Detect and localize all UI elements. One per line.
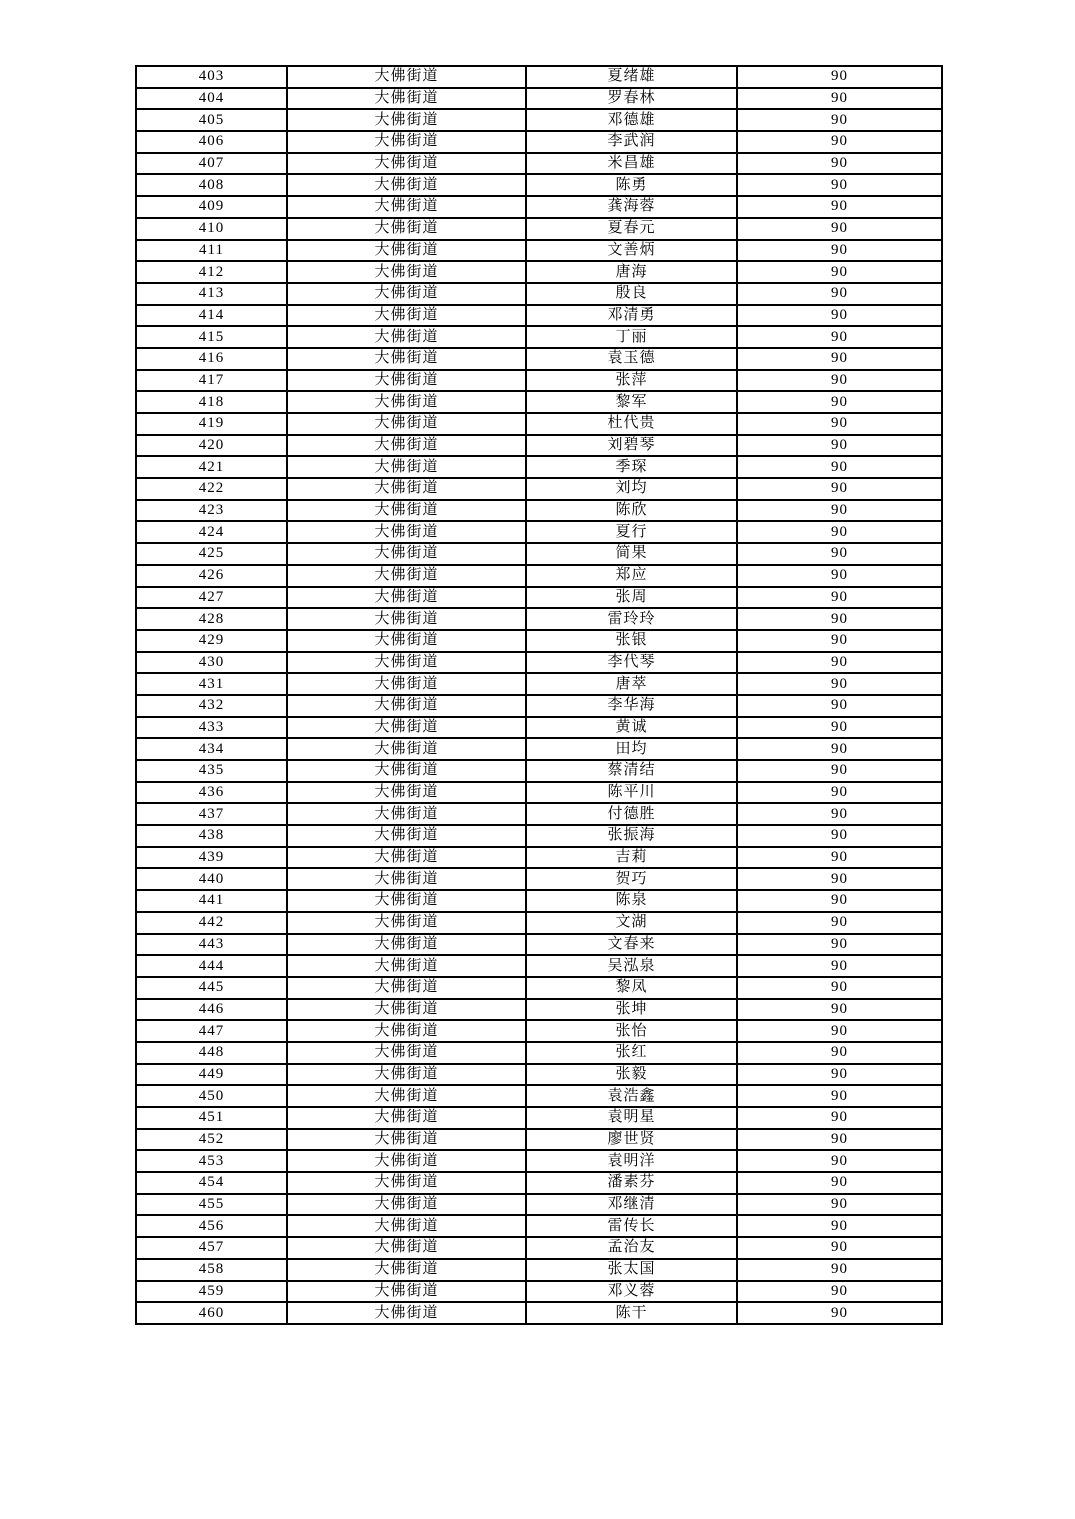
street-cell: 大佛街道 (287, 608, 526, 630)
score-cell: 90 (737, 825, 942, 847)
street-cell: 大佛街道 (287, 912, 526, 934)
score-cell: 90 (737, 847, 942, 869)
row-number-cell: 413 (136, 283, 287, 305)
row-number-cell: 428 (136, 608, 287, 630)
table-row (136, 977, 942, 999)
table-row (136, 326, 942, 348)
name-cell: 季琛 (526, 456, 737, 478)
score-cell: 90 (737, 543, 942, 565)
street-cell: 大佛街道 (287, 977, 526, 999)
row-number-cell: 438 (136, 825, 287, 847)
table-row (136, 695, 942, 717)
table-row (136, 500, 942, 522)
score-cell: 90 (737, 521, 942, 543)
table-row (136, 1085, 942, 1107)
row-number-cell: 418 (136, 391, 287, 413)
score-cell: 90 (737, 88, 942, 110)
name-cell: 袁玉德 (526, 348, 737, 370)
name-cell: 贺巧 (526, 868, 737, 890)
name-cell: 邓德雄 (526, 109, 737, 131)
score-cell: 90 (737, 1215, 942, 1237)
score-cell: 90 (737, 803, 942, 825)
row-number-cell: 433 (136, 717, 287, 739)
name-cell: 郑应 (526, 565, 737, 587)
name-cell: 袁明洋 (526, 1150, 737, 1172)
table-row (136, 587, 942, 609)
score-cell: 90 (737, 934, 942, 956)
street-cell: 大佛街道 (287, 413, 526, 435)
score-cell: 90 (737, 131, 942, 153)
street-cell: 大佛街道 (287, 934, 526, 956)
table-row (136, 847, 942, 869)
table-row (136, 999, 942, 1021)
street-cell: 大佛街道 (287, 1107, 526, 1129)
score-cell: 90 (737, 1020, 942, 1042)
row-number-cell: 411 (136, 240, 287, 262)
table-row (136, 1129, 942, 1151)
row-number-cell: 432 (136, 695, 287, 717)
name-cell: 吴泓泉 (526, 955, 737, 977)
row-number-cell: 425 (136, 543, 287, 565)
row-number-cell: 442 (136, 912, 287, 934)
name-cell: 张银 (526, 630, 737, 652)
name-cell: 张萍 (526, 370, 737, 392)
street-cell: 大佛街道 (287, 521, 526, 543)
street-cell: 大佛街道 (287, 782, 526, 804)
name-cell: 邓义蓉 (526, 1281, 737, 1303)
table-row (136, 630, 942, 652)
table-row (136, 1020, 942, 1042)
street-cell: 大佛街道 (287, 1042, 526, 1064)
street-cell: 大佛街道 (287, 695, 526, 717)
name-cell: 黄诚 (526, 717, 737, 739)
street-cell: 大佛街道 (287, 109, 526, 131)
score-cell: 90 (737, 782, 942, 804)
score-cell: 90 (737, 1064, 942, 1086)
score-cell: 90 (737, 153, 942, 175)
score-cell: 90 (737, 738, 942, 760)
table-row (136, 782, 942, 804)
name-cell: 黎军 (526, 391, 737, 413)
table-row (136, 1259, 942, 1281)
score-cell: 90 (737, 955, 942, 977)
name-cell: 蔡清结 (526, 760, 737, 782)
table-row (136, 1064, 942, 1086)
name-cell: 简果 (526, 543, 737, 565)
name-cell: 张红 (526, 1042, 737, 1064)
row-number-cell: 443 (136, 934, 287, 956)
street-cell: 大佛街道 (287, 478, 526, 500)
row-number-cell: 449 (136, 1064, 287, 1086)
table-row (136, 456, 942, 478)
street-cell: 大佛街道 (287, 196, 526, 218)
row-number-cell: 415 (136, 326, 287, 348)
street-cell: 大佛街道 (287, 456, 526, 478)
score-cell: 90 (737, 1281, 942, 1303)
street-cell: 大佛街道 (287, 803, 526, 825)
row-number-cell: 426 (136, 565, 287, 587)
table-row (136, 1172, 942, 1194)
row-number-cell: 450 (136, 1085, 287, 1107)
table-row (136, 1281, 942, 1303)
name-cell: 廖世贤 (526, 1129, 737, 1151)
name-cell: 龚海蓉 (526, 196, 737, 218)
score-cell: 90 (737, 1129, 942, 1151)
table-row (136, 608, 942, 630)
score-cell: 90 (737, 977, 942, 999)
table-row (136, 955, 942, 977)
roster-table (135, 65, 943, 1325)
street-cell: 大佛街道 (287, 500, 526, 522)
street-cell: 大佛街道 (287, 868, 526, 890)
name-cell: 张太国 (526, 1259, 737, 1281)
name-cell: 袁明星 (526, 1107, 737, 1129)
table-row (136, 218, 942, 240)
street-cell: 大佛街道 (287, 543, 526, 565)
street-cell: 大佛街道 (287, 1085, 526, 1107)
name-cell: 李武润 (526, 131, 737, 153)
street-cell: 大佛街道 (287, 153, 526, 175)
street-cell: 大佛街道 (287, 825, 526, 847)
table-row (136, 1302, 942, 1324)
score-cell: 90 (737, 196, 942, 218)
street-cell: 大佛街道 (287, 890, 526, 912)
table-row (136, 305, 942, 327)
row-number-cell: 414 (136, 305, 287, 327)
row-number-cell: 420 (136, 435, 287, 457)
table-row (136, 413, 942, 435)
score-cell: 90 (737, 1085, 942, 1107)
table-row (136, 370, 942, 392)
score-cell: 90 (737, 1237, 942, 1259)
score-cell: 90 (737, 478, 942, 500)
table-row (136, 868, 942, 890)
name-cell: 雷传长 (526, 1215, 737, 1237)
score-cell: 90 (737, 456, 942, 478)
score-cell: 90 (737, 912, 942, 934)
name-cell: 陈平川 (526, 782, 737, 804)
table-row (136, 174, 942, 196)
table-row (136, 196, 942, 218)
table-row (136, 1237, 942, 1259)
row-number-cell: 448 (136, 1042, 287, 1064)
name-cell: 黎凤 (526, 977, 737, 999)
table-row (136, 109, 942, 131)
score-cell: 90 (737, 1107, 942, 1129)
street-cell: 大佛街道 (287, 673, 526, 695)
street-cell: 大佛街道 (287, 717, 526, 739)
row-number-cell: 453 (136, 1150, 287, 1172)
score-cell: 90 (737, 261, 942, 283)
score-cell: 90 (737, 1042, 942, 1064)
row-number-cell: 436 (136, 782, 287, 804)
name-cell: 丁丽 (526, 326, 737, 348)
name-cell: 张振海 (526, 825, 737, 847)
street-cell: 大佛街道 (287, 630, 526, 652)
table-row (136, 131, 942, 153)
street-cell: 大佛街道 (287, 1302, 526, 1324)
table-row (136, 652, 942, 674)
row-number-cell: 410 (136, 218, 287, 240)
table-row (136, 66, 942, 88)
name-cell: 张毅 (526, 1064, 737, 1086)
name-cell: 雷玲玲 (526, 608, 737, 630)
score-cell: 90 (737, 760, 942, 782)
row-number-cell: 446 (136, 999, 287, 1021)
name-cell: 夏行 (526, 521, 737, 543)
score-cell: 90 (737, 868, 942, 890)
name-cell: 夏春元 (526, 218, 737, 240)
row-number-cell: 445 (136, 977, 287, 999)
table-row (136, 391, 942, 413)
row-number-cell: 460 (136, 1302, 287, 1324)
street-cell: 大佛街道 (287, 1215, 526, 1237)
score-cell: 90 (737, 305, 942, 327)
score-cell: 90 (737, 890, 942, 912)
score-cell: 90 (737, 673, 942, 695)
table-row (136, 478, 942, 500)
score-cell: 90 (737, 413, 942, 435)
street-cell: 大佛街道 (287, 1172, 526, 1194)
table-row (136, 738, 942, 760)
table-row (136, 1042, 942, 1064)
street-cell: 大佛街道 (287, 1259, 526, 1281)
row-number-cell: 458 (136, 1259, 287, 1281)
score-cell: 90 (737, 283, 942, 305)
name-cell: 刘均 (526, 478, 737, 500)
street-cell: 大佛街道 (287, 738, 526, 760)
row-number-cell: 409 (136, 196, 287, 218)
score-cell: 90 (737, 630, 942, 652)
score-cell: 90 (737, 348, 942, 370)
row-number-cell: 424 (136, 521, 287, 543)
name-cell: 田均 (526, 738, 737, 760)
name-cell: 袁浩鑫 (526, 1085, 737, 1107)
table-row (136, 521, 942, 543)
score-cell: 90 (737, 587, 942, 609)
row-number-cell: 403 (136, 66, 287, 88)
name-cell: 付德胜 (526, 803, 737, 825)
street-cell: 大佛街道 (287, 652, 526, 674)
name-cell: 邓继清 (526, 1194, 737, 1216)
street-cell: 大佛街道 (287, 66, 526, 88)
row-number-cell: 405 (136, 109, 287, 131)
name-cell: 李华海 (526, 695, 737, 717)
row-number-cell: 441 (136, 890, 287, 912)
row-number-cell: 440 (136, 868, 287, 890)
name-cell: 殷良 (526, 283, 737, 305)
score-cell: 90 (737, 391, 942, 413)
name-cell: 张坤 (526, 999, 737, 1021)
row-number-cell: 407 (136, 153, 287, 175)
row-number-cell: 431 (136, 673, 287, 695)
score-cell: 90 (737, 608, 942, 630)
table-row (136, 88, 942, 110)
street-cell: 大佛街道 (287, 587, 526, 609)
row-number-cell: 457 (136, 1237, 287, 1259)
row-number-cell: 404 (136, 88, 287, 110)
table-row (136, 240, 942, 262)
street-cell: 大佛街道 (287, 1064, 526, 1086)
name-cell: 潘素芬 (526, 1172, 737, 1194)
table-row (136, 153, 942, 175)
row-number-cell: 435 (136, 760, 287, 782)
name-cell: 邓清勇 (526, 305, 737, 327)
row-number-cell: 455 (136, 1194, 287, 1216)
name-cell: 陈干 (526, 1302, 737, 1324)
score-cell: 90 (737, 1194, 942, 1216)
row-number-cell: 447 (136, 1020, 287, 1042)
name-cell: 罗春林 (526, 88, 737, 110)
table-row (136, 565, 942, 587)
name-cell: 李代琴 (526, 652, 737, 674)
row-number-cell: 423 (136, 500, 287, 522)
street-cell: 大佛街道 (287, 1150, 526, 1172)
name-cell: 杜代贵 (526, 413, 737, 435)
street-cell: 大佛街道 (287, 240, 526, 262)
street-cell: 大佛街道 (287, 955, 526, 977)
name-cell: 孟治友 (526, 1237, 737, 1259)
row-number-cell: 412 (136, 261, 287, 283)
street-cell: 大佛街道 (287, 174, 526, 196)
roster-table-body (136, 66, 942, 1324)
name-cell: 文善炳 (526, 240, 737, 262)
table-row (136, 717, 942, 739)
score-cell: 90 (737, 999, 942, 1021)
name-cell: 陈泉 (526, 890, 737, 912)
row-number-cell: 406 (136, 131, 287, 153)
street-cell: 大佛街道 (287, 88, 526, 110)
name-cell: 张周 (526, 587, 737, 609)
street-cell: 大佛街道 (287, 218, 526, 240)
row-number-cell: 429 (136, 630, 287, 652)
row-number-cell: 451 (136, 1107, 287, 1129)
table-row (136, 348, 942, 370)
name-cell: 陈勇 (526, 174, 737, 196)
table-row (136, 890, 942, 912)
name-cell: 米昌雄 (526, 153, 737, 175)
name-cell: 文湖 (526, 912, 737, 934)
name-cell: 陈欣 (526, 500, 737, 522)
table-row (136, 543, 942, 565)
street-cell: 大佛街道 (287, 1129, 526, 1151)
table-row (136, 283, 942, 305)
score-cell: 90 (737, 370, 942, 392)
score-cell: 90 (737, 1302, 942, 1324)
row-number-cell: 416 (136, 348, 287, 370)
street-cell: 大佛街道 (287, 1281, 526, 1303)
street-cell: 大佛街道 (287, 305, 526, 327)
street-cell: 大佛街道 (287, 348, 526, 370)
row-number-cell: 419 (136, 413, 287, 435)
table-row (136, 673, 942, 695)
score-cell: 90 (737, 565, 942, 587)
score-cell: 90 (737, 717, 942, 739)
street-cell: 大佛街道 (287, 435, 526, 457)
table-row (136, 760, 942, 782)
score-cell: 90 (737, 109, 942, 131)
street-cell: 大佛街道 (287, 847, 526, 869)
score-cell: 90 (737, 326, 942, 348)
score-cell: 90 (737, 1150, 942, 1172)
row-number-cell: 422 (136, 478, 287, 500)
row-number-cell: 452 (136, 1129, 287, 1151)
row-number-cell: 430 (136, 652, 287, 674)
table-row (136, 1107, 942, 1129)
street-cell: 大佛街道 (287, 326, 526, 348)
score-cell: 90 (737, 218, 942, 240)
score-cell: 90 (737, 652, 942, 674)
name-cell: 唐萃 (526, 673, 737, 695)
street-cell: 大佛街道 (287, 999, 526, 1021)
score-cell: 90 (737, 240, 942, 262)
name-cell: 文春来 (526, 934, 737, 956)
score-cell: 90 (737, 174, 942, 196)
street-cell: 大佛街道 (287, 283, 526, 305)
row-number-cell: 421 (136, 456, 287, 478)
street-cell: 大佛街道 (287, 1194, 526, 1216)
table-row (136, 1150, 942, 1172)
table-row (136, 1215, 942, 1237)
row-number-cell: 456 (136, 1215, 287, 1237)
street-cell: 大佛街道 (287, 131, 526, 153)
name-cell: 刘碧琴 (526, 435, 737, 457)
row-number-cell: 459 (136, 1281, 287, 1303)
table-row (136, 1194, 942, 1216)
table-row (136, 435, 942, 457)
score-cell: 90 (737, 695, 942, 717)
name-cell: 张怡 (526, 1020, 737, 1042)
row-number-cell: 417 (136, 370, 287, 392)
score-cell: 90 (737, 66, 942, 88)
score-cell: 90 (737, 435, 942, 457)
row-number-cell: 408 (136, 174, 287, 196)
street-cell: 大佛街道 (287, 391, 526, 413)
street-cell: 大佛街道 (287, 370, 526, 392)
table-row (136, 261, 942, 283)
name-cell: 夏绪雄 (526, 66, 737, 88)
name-cell: 唐海 (526, 261, 737, 283)
score-cell: 90 (737, 500, 942, 522)
street-cell: 大佛街道 (287, 760, 526, 782)
street-cell: 大佛街道 (287, 261, 526, 283)
row-number-cell: 439 (136, 847, 287, 869)
row-number-cell: 434 (136, 738, 287, 760)
street-cell: 大佛街道 (287, 565, 526, 587)
row-number-cell: 437 (136, 803, 287, 825)
row-number-cell: 427 (136, 587, 287, 609)
table-row (136, 912, 942, 934)
score-cell: 90 (737, 1172, 942, 1194)
row-number-cell: 454 (136, 1172, 287, 1194)
score-cell: 90 (737, 1259, 942, 1281)
table-row (136, 934, 942, 956)
street-cell: 大佛街道 (287, 1237, 526, 1259)
name-cell: 吉莉 (526, 847, 737, 869)
street-cell: 大佛街道 (287, 1020, 526, 1042)
table-row (136, 825, 942, 847)
table-row (136, 803, 942, 825)
row-number-cell: 444 (136, 955, 287, 977)
